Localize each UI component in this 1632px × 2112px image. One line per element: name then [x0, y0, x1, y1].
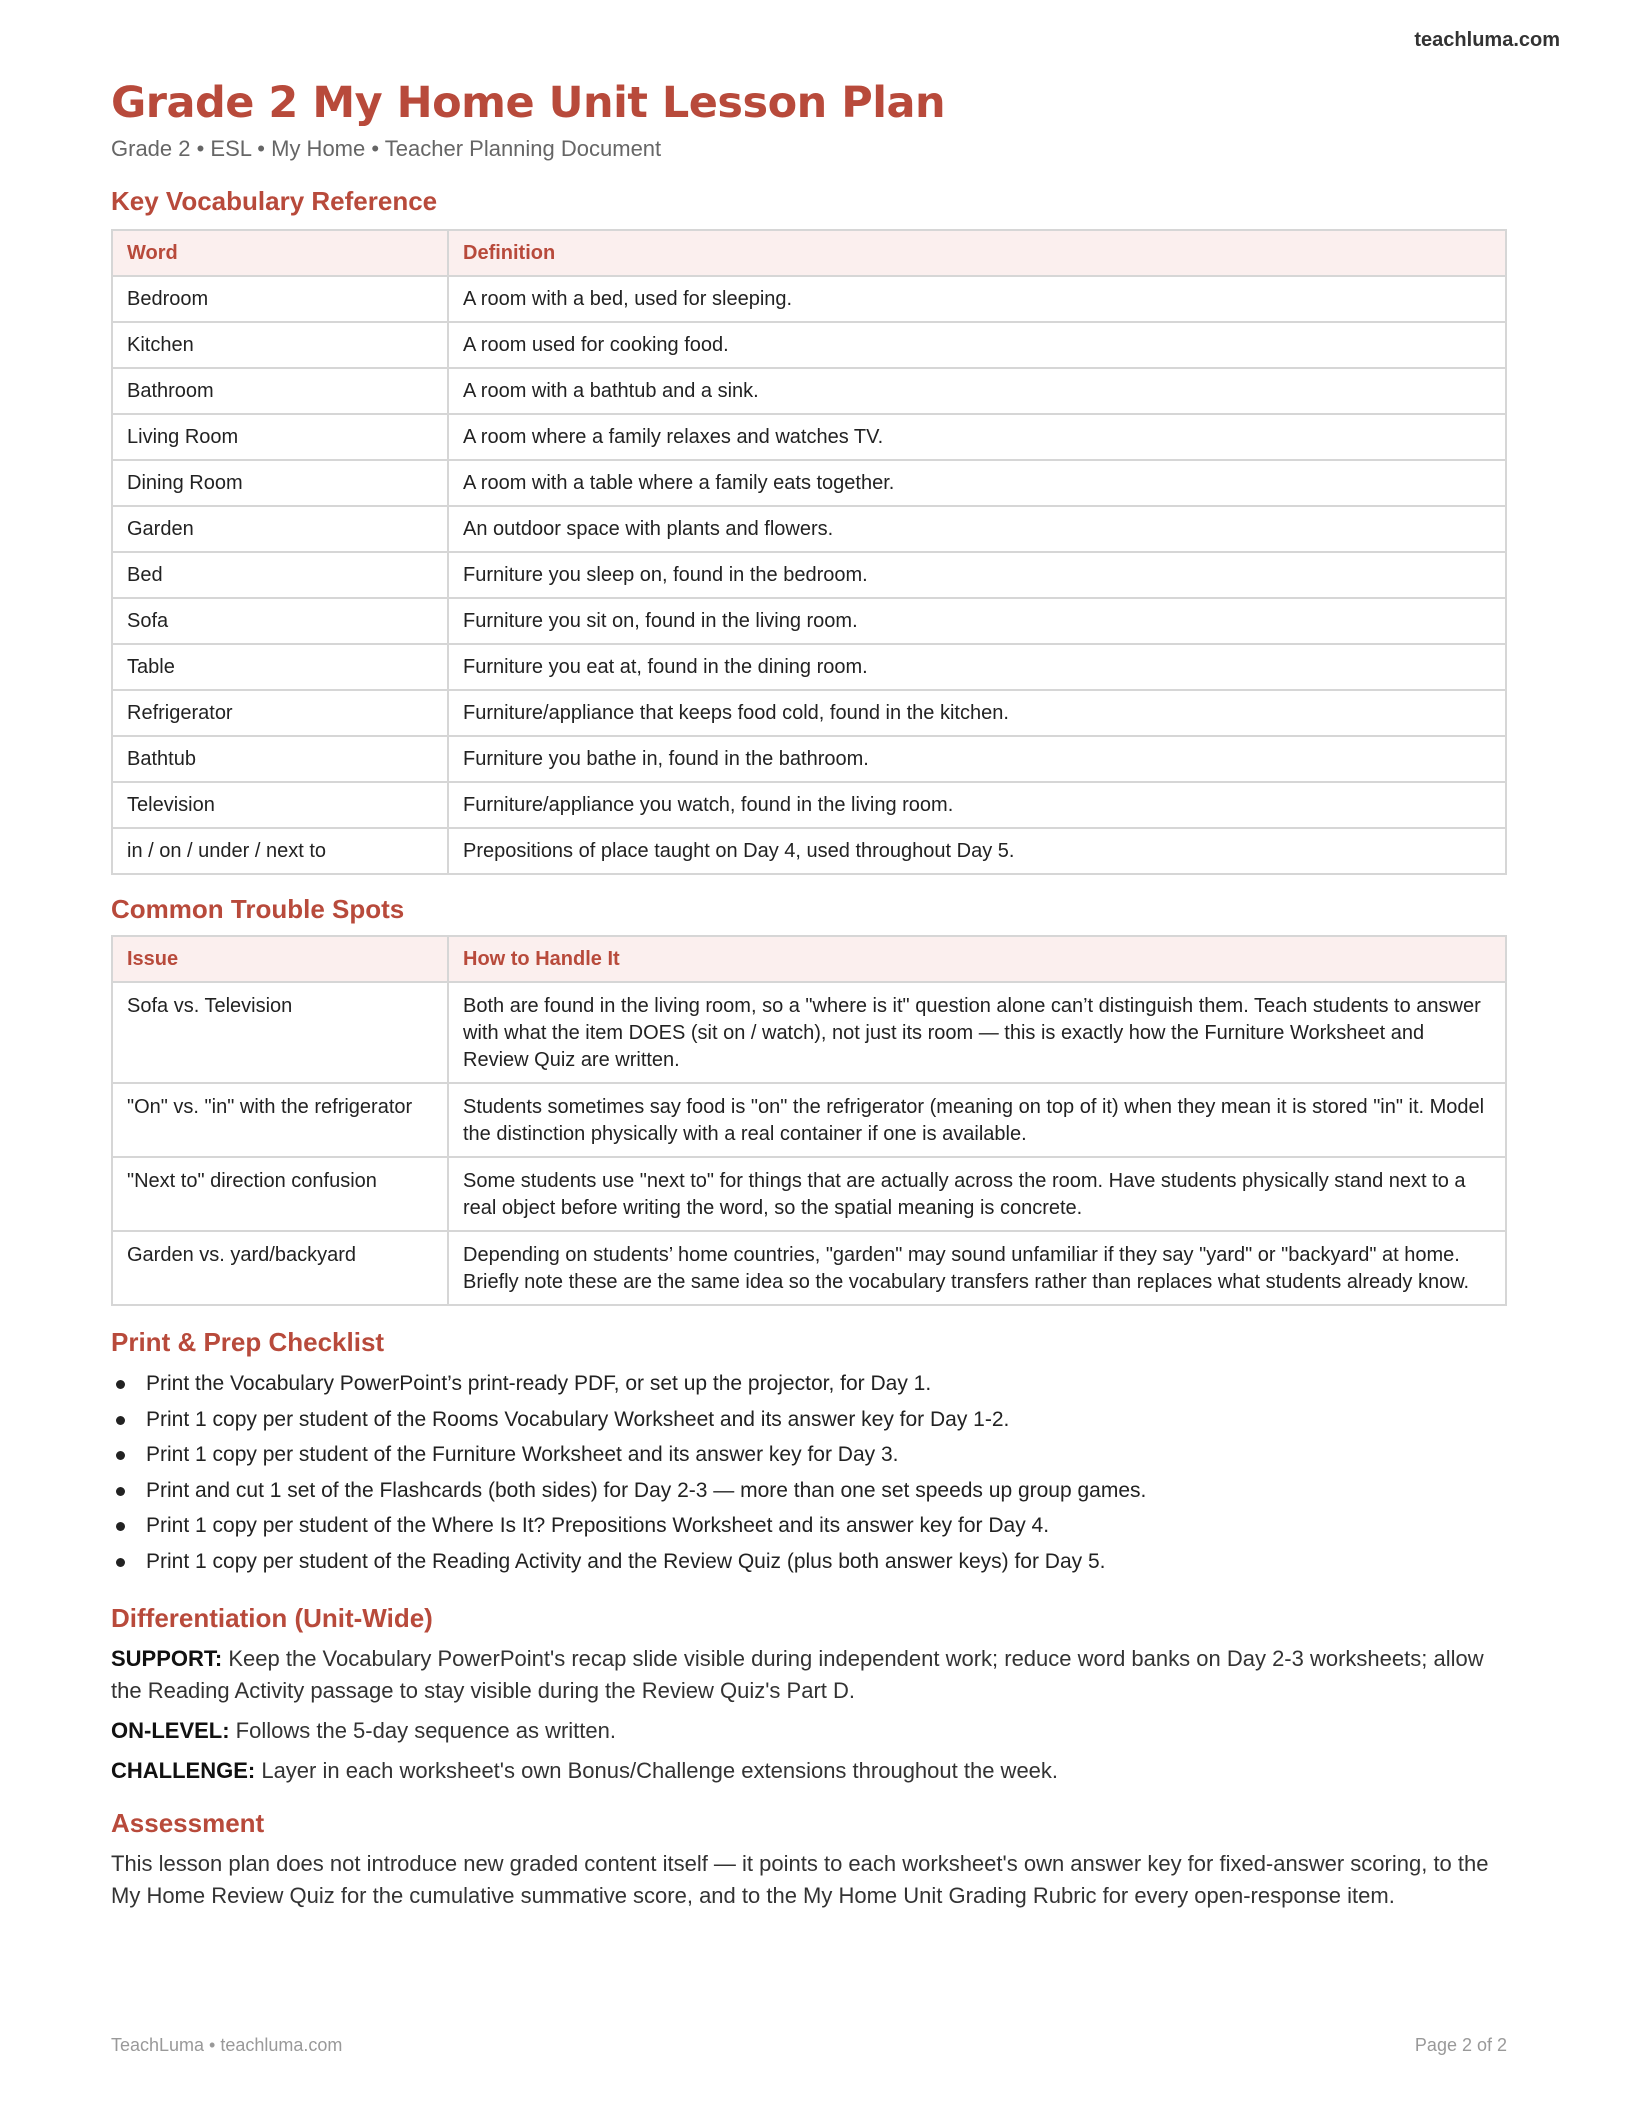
table-cell-term: Garden vs. yard/backyard — [112, 1231, 448, 1305]
table-cell-term: Bathroom — [112, 368, 448, 414]
table-header-row — [112, 230, 1506, 276]
footer-brand: TeachLuma • teachluma.com — [111, 2035, 343, 2055]
table-cell-term: Sofa — [112, 598, 448, 644]
table-cell-detail: Furniture you bathe in, found in the bathroom. — [448, 736, 1506, 782]
table-row — [112, 1083, 1506, 1157]
table-cell-detail: Depending on students’ home countries, "garden" may sound unfamiliar if they say "yard" or "backyard" at home. Briefly note these are the same idea so the vocabulary transfers rather than replaces what students already know. — [448, 1231, 1506, 1305]
vocab-table — [111, 229, 1507, 875]
table-cell-term: Bedroom — [112, 276, 448, 322]
checklist-item — [111, 1368, 1146, 1404]
table-cell-detail: A room used for cooking food. — [448, 322, 1506, 368]
table-cell-detail: A room with a table where a family eats together. — [448, 460, 1506, 506]
table-cell-term: in / on / under / next to — [112, 828, 448, 874]
checklist-item — [111, 1404, 1146, 1440]
bullet-icon — [116, 1416, 125, 1425]
table-row — [112, 1157, 1506, 1231]
table-cell-detail: Some students use "next to" for things that are actually across the room. Have students physically stand next to a real object before writing the word, so the spatial meaning is concrete. — [448, 1157, 1506, 1231]
checklist-item-text: Print and cut 1 set of the Flashcards (both sides) for Day 2-3 — more than one set speeds up group games. — [146, 1478, 1147, 1502]
table-cell-term: Television — [112, 782, 448, 828]
table-row — [112, 782, 1506, 828]
checklist-item-text: Print 1 copy per student of the Where Is It? Prepositions Worksheet and its answer key for Day 4. — [146, 1514, 1050, 1538]
table-row — [112, 368, 1506, 414]
table-cell-detail: Both are found in the living room, so a "where is it" question alone can’t distinguish them. Teach students to answer with what the item DOES (sit on / watch), not just its room — this is exactly how the Furniture Worksheet and Review Quiz are written. — [448, 982, 1506, 1083]
table-row — [112, 414, 1506, 460]
table-cell-detail: A room with a bathtub and a sink. — [448, 368, 1506, 414]
checklist-item-text: Print 1 copy per student of the Rooms Vocabulary Worksheet and its answer key for Day 1-2. — [146, 1407, 1010, 1431]
site-domain: teachluma.com — [1414, 29, 1560, 51]
table-cell-term: "Next to" direction confusion — [112, 1157, 448, 1231]
table-cell-term: "On" vs. "in" with the refrigerator — [112, 1083, 448, 1157]
checklist-item-text: Print 1 copy per student of the Reading Activity and the Review Quiz (plus both answer keys) for Day 5. — [146, 1549, 1106, 1573]
table-cell-detail: A room with a bed, used for sleeping. — [448, 276, 1506, 322]
table-row — [112, 1231, 1506, 1305]
table-cell-term: Living Room — [112, 414, 448, 460]
checklist-item — [111, 1439, 1146, 1475]
table-row — [112, 828, 1506, 874]
table-cell-term: Sofa vs. Television — [112, 982, 448, 1083]
table-cell-detail: Furniture/appliance you watch, found in the living room. — [448, 782, 1506, 828]
table-cell-detail: Furniture/appliance that keeps food cold, found in the kitchen. — [448, 690, 1506, 736]
onlevel-label: ON-LEVEL: — [111, 1718, 230, 1743]
column-header-issue: Issue — [112, 936, 448, 982]
bullet-icon — [116, 1487, 125, 1496]
assessment-heading: Assessment — [111, 1808, 265, 1838]
table-cell-detail: Furniture you eat at, found in the dining room. — [448, 644, 1506, 690]
table-cell-detail: Furniture you sleep on, found in the bedroom. — [448, 552, 1506, 598]
trouble-heading: Common Trouble Spots — [111, 894, 405, 924]
column-header-word: Word — [112, 230, 448, 276]
table-row — [112, 644, 1506, 690]
checklist-item — [111, 1475, 1146, 1511]
challenge-label: CHALLENGE: — [111, 1758, 256, 1783]
bullet-icon — [116, 1558, 125, 1567]
table-cell-term: Garden — [112, 506, 448, 552]
page-subtitle: Grade 2 • ESL • My Home • Teacher Planning Document — [111, 136, 662, 161]
table-row — [112, 598, 1506, 644]
table-row — [112, 506, 1506, 552]
table-cell-term: Bathtub — [112, 736, 448, 782]
table-cell-term: Table — [112, 644, 448, 690]
table-cell-detail: An outdoor space with plants and flowers. — [448, 506, 1506, 552]
table-row — [112, 690, 1506, 736]
table-cell-detail: Prepositions of place taught on Day 4, used throughout Day 5. — [448, 828, 1506, 874]
onlevel-text: Follows the 5-day sequence as written. — [229, 1718, 616, 1743]
support-text: Keep the Vocabulary PowerPoint's recap slide visible during independent work; reduce word banks on Day 2-3 worksheets; allow the Reading Activity passage to stay visible during the Review Quiz's Part D. — [111, 1646, 1484, 1703]
table-row — [112, 460, 1506, 506]
table-cell-term: Dining Room — [112, 460, 448, 506]
trouble-table — [111, 935, 1507, 1306]
challenge-text: Layer in each worksheet's own Bonus/Challenge extensions throughout the week. — [255, 1758, 1059, 1783]
assessment-text: This lesson plan does not introduce new graded content itself — it points to each worksheet's own answer key for fixed-answer scoring, to the My Home Review Quiz for the cumulative summative score, and to the My Home Unit Grading Rubric for every open-response item. — [111, 1851, 1489, 1908]
table-row — [112, 552, 1506, 598]
table-header-row — [112, 936, 1506, 982]
table-cell-term: Kitchen — [112, 322, 448, 368]
onlevel-paragraph — [111, 1715, 1507, 1747]
challenge-paragraph — [111, 1755, 1507, 1787]
table-row — [112, 276, 1506, 322]
column-header-how-to-handle: How to Handle It — [448, 936, 1506, 982]
table-row — [112, 736, 1506, 782]
table-cell-detail: Students sometimes say food is "on" the refrigerator (meaning on top of it) when they mean it is stored "in" it. Model the distinction physically with a real container if one is available. — [448, 1083, 1506, 1157]
column-header-definition: Definition — [448, 230, 1506, 276]
bullet-icon — [116, 1522, 125, 1531]
checklist-item — [111, 1546, 1146, 1582]
bullet-icon — [116, 1451, 125, 1460]
checklist — [111, 1368, 1146, 1582]
page-title: Grade 2 My Home Unit Lesson Plan — [111, 78, 946, 128]
bullet-icon — [116, 1380, 125, 1389]
checklist-item — [111, 1510, 1146, 1546]
checklist-heading: Print & Prep Checklist — [111, 1327, 385, 1357]
table-row — [112, 982, 1506, 1083]
checklist-item-text: Print the Vocabulary PowerPoint’s print-ready PDF, or set up the projector, for Day 1. — [146, 1372, 932, 1395]
table-cell-detail: A room where a family relaxes and watches TV. — [448, 414, 1506, 460]
table-cell-term: Bed — [112, 552, 448, 598]
differentiation-heading: Differentiation (Unit-Wide) — [111, 1603, 433, 1633]
page-number: Page 2 of 2 — [1414, 2035, 1507, 2055]
table-row — [112, 322, 1506, 368]
support-paragraph — [111, 1643, 1507, 1707]
checklist-item-text: Print 1 copy per student of the Furniture Worksheet and its answer key for Day 3. — [146, 1443, 899, 1467]
vocab-heading: Key Vocabulary Reference — [111, 186, 438, 216]
table-cell-detail: Furniture you sit on, found in the living room. — [448, 598, 1506, 644]
support-label: SUPPORT: — [111, 1646, 223, 1671]
table-cell-term: Refrigerator — [112, 690, 448, 736]
